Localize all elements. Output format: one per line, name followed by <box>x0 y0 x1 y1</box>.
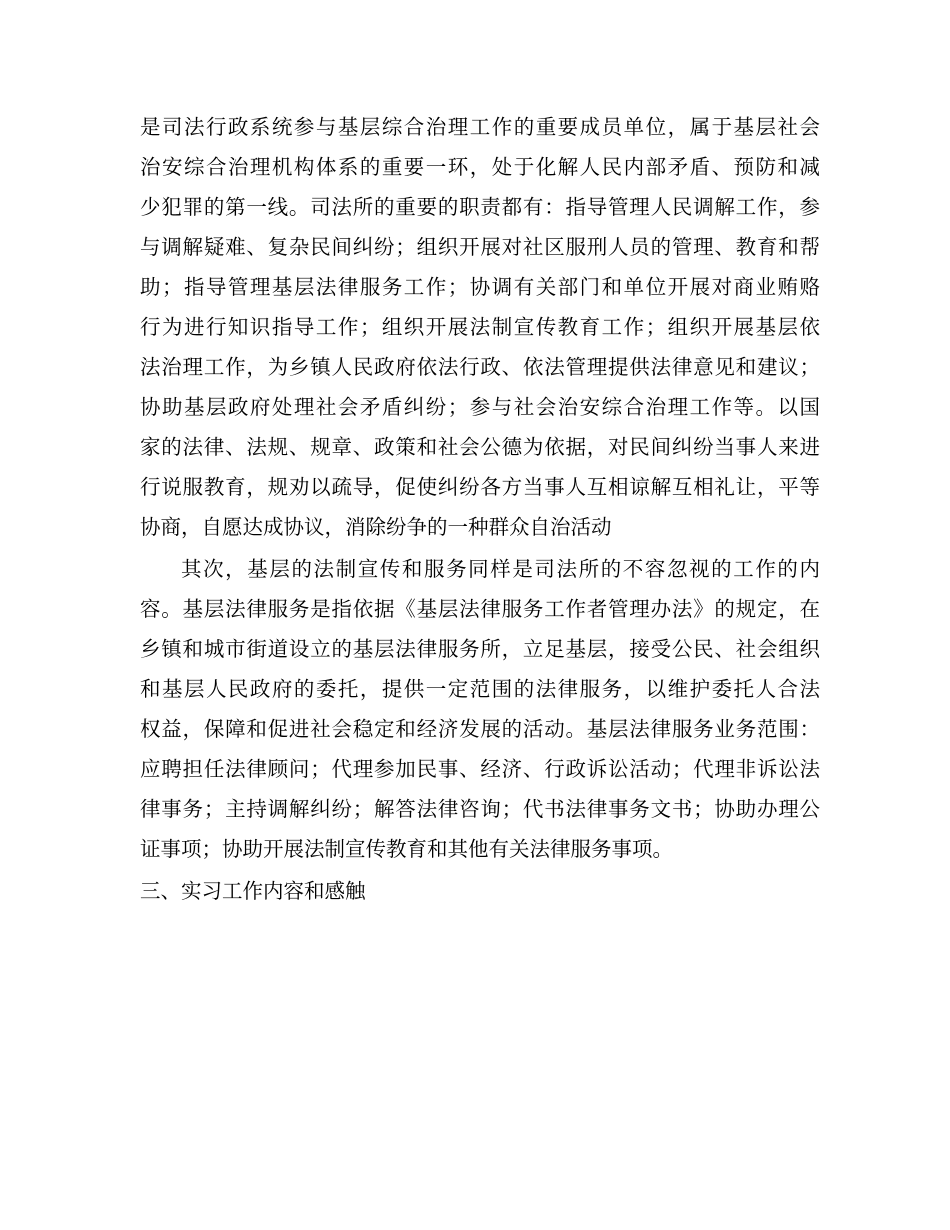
text-line: 协商，自愿达成协议，消除纷争的一种群众自治活动 <box>140 515 612 539</box>
text-line: 治安综合治理机构体系的重要一环，处于化解人民内部矛盾、预防和减 <box>140 155 820 179</box>
text-line: 权益，保障和促进社会稳定和经济发展的活动。基层法律服务业务范围： <box>140 717 820 741</box>
text-line: 助；指导管理基层法律服务工作；协调有关部门和单位开展对商业贿赂 <box>140 275 820 299</box>
text-line: 法治理工作，为乡镇人民政府依法行政、依法管理提供法律意见和建议； <box>140 355 820 379</box>
text-line: 与调解疑难、复杂民间纠纷；组织开展对社区服刑人员的管理、教育和帮 <box>140 235 820 259</box>
text-line: 协助基层政府处理社会矛盾纠纷；参与社会治安综合治理工作等。以国 <box>140 395 820 419</box>
text-line: 律事务；主持调解纠纷；解答法律咨询；代书法律事务文书；协助办理公 <box>140 797 820 821</box>
section-heading: 三、实习工作内容和感触 <box>140 879 366 903</box>
text-line: 乡镇和城市街道设立的基层法律服务所，立足基层，接受公民、社会组织 <box>140 637 820 661</box>
text-line: 少犯罪的第一线。司法所的重要的职责都有：指导管理人民调解工作，参 <box>140 195 820 219</box>
text-line: 容。基层法律服务是指依据《基层法律服务工作者管理办法》的规定，在 <box>140 597 820 621</box>
text-line: 应聘担任法律顾问；代理参加民事、经济、行政诉讼活动；代理非诉讼法 <box>140 757 820 781</box>
text-line: 行为进行知识指导工作；组织开展法制宣传教育工作；组织开展基层依 <box>140 315 820 339</box>
text-line: 是司法行政系统参与基层综合治理工作的重要成员单位，属于基层社会 <box>140 115 820 139</box>
text-line: 证事项；协助开展法制宣传教育和其他有关法律服务事项。 <box>140 837 673 861</box>
text-line: 行说服教育，规劝以疏导，促使纠纷各方当事人互相谅解互相礼让，平等 <box>140 475 820 499</box>
paragraph-first-line: 其次，基层的法制宣传和服务同样是司法所的不容忽视的工作的内 <box>181 557 820 581</box>
text-line: 家的法律、法规、规章、政策和社会公德为依据，对民间纠纷当事人来进 <box>140 435 820 459</box>
text-line: 和基层人民政府的委托，提供一定范围的法律服务，以维护委托人合法 <box>140 677 820 701</box>
